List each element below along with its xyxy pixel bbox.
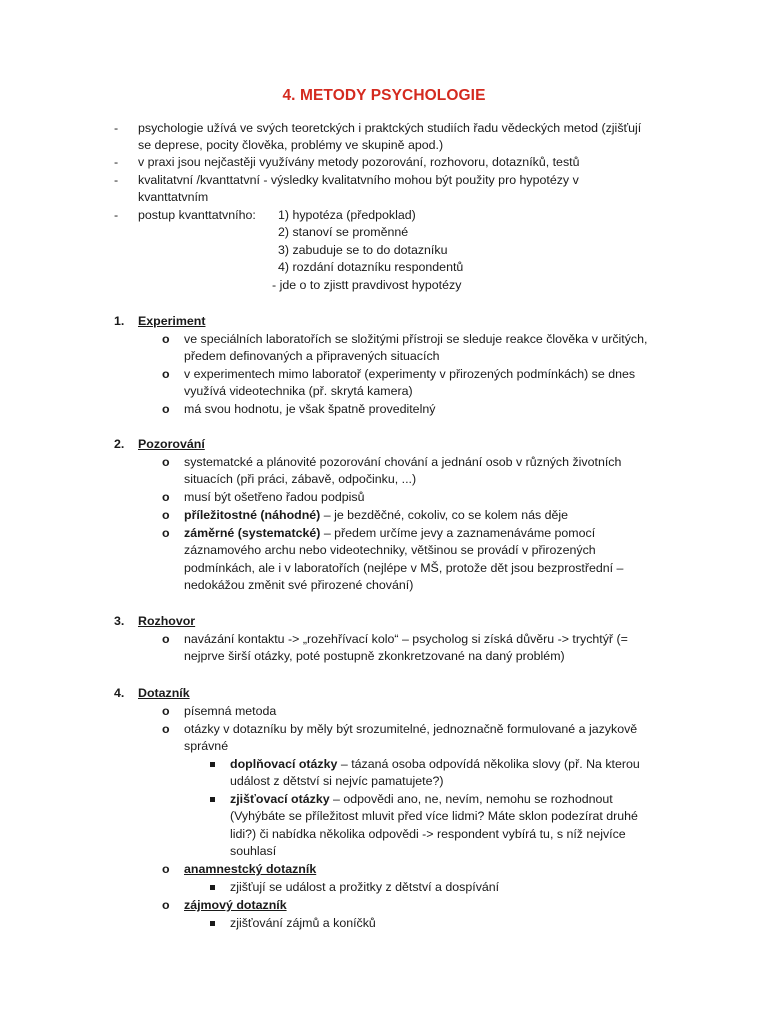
circle-bullet: o bbox=[162, 332, 170, 346]
dash-marker: - bbox=[114, 155, 119, 169]
list-item: písemná metoda bbox=[184, 704, 277, 718]
intro-line: se deprese, pocity člověka, problémy ve skupině apod.) bbox=[138, 138, 444, 152]
list-item bbox=[184, 506, 568, 524]
procedure-step: 2) stanoví se proměnné bbox=[278, 225, 409, 239]
dash-marker: - bbox=[114, 208, 119, 222]
circle-bullet: o bbox=[162, 862, 170, 876]
circle-bullet: o bbox=[162, 367, 170, 381]
list-item bbox=[184, 524, 595, 542]
list-item: navázání kontaktu -> „rozehřívací kolo“ – psycholog si získá důvěru -> trychtýř (= bbox=[184, 632, 628, 646]
subheading: anamnestcký dotazník bbox=[184, 862, 317, 876]
section-heading: Dotazník bbox=[138, 686, 190, 700]
list-item: musí být ošetřeno řadou podpisů bbox=[184, 490, 365, 504]
sub-list-item-continuation: událost z dětství si nejvíc pamatujete?) bbox=[230, 774, 444, 788]
circle-bullet: o bbox=[162, 490, 170, 504]
sub-list-item-continuation: souhlasí bbox=[230, 844, 277, 858]
section-number: 2. bbox=[114, 437, 125, 451]
square-bullet-icon bbox=[210, 921, 215, 926]
sub-list-item-continuation: lidi?) či nabídka několika odpovědi -> respondent vybírá tu, s níž nejvíce bbox=[230, 827, 626, 841]
circle-bullet: o bbox=[162, 402, 170, 416]
term-description: – tázaná osoba odpovídá několika slovy (př. Na kterou bbox=[337, 757, 640, 771]
intro-line: v praxi jsou nejčastěji využívány metody pozorování, rozhovoru, dotazníků, testů bbox=[138, 155, 580, 169]
list-item: systematcké a plánovité pozorování chování a jednání osob v různých životních bbox=[184, 455, 622, 469]
circle-bullet: o bbox=[162, 455, 170, 469]
procedure-step: - jde o to zjistt pravdivost hypotézy bbox=[272, 278, 462, 292]
term-description: – předem určíme jevy a zaznamenáváme pomocí bbox=[320, 526, 596, 540]
dash-marker: - bbox=[114, 121, 119, 135]
term-bold: záměrné (systematcké) bbox=[184, 526, 321, 540]
procedure-step: 3) zabuduje se to do dotazníku bbox=[278, 243, 448, 257]
sub-list-item: zjišťování zájmů a koníčků bbox=[230, 916, 376, 930]
list-item: má svou hodnotu, je však špatně proveditelný bbox=[184, 402, 436, 416]
list-item-continuation: situacích (při práci, zábavě, odpočinku, ...) bbox=[184, 472, 417, 486]
list-item-continuation: nedokážou změnit své přirozené chování) bbox=[184, 578, 414, 592]
term-bold: doplňovací otázky bbox=[230, 757, 338, 771]
square-bullet-icon bbox=[210, 797, 215, 802]
intro-line: kvalitatvní /kvanttatvní - výsledky kvalitatvního mohou být použity pro hypotézy v bbox=[138, 173, 579, 187]
procedure-step: 4) rozdání dotazníku respondentů bbox=[278, 260, 464, 274]
list-item-continuation: nejprve širší otázky, poté postupně zkonkretzované na daný problém) bbox=[184, 649, 565, 663]
list-item: otázky v dotazníku by měly být srozumitelné, jednoznačně formulované a jazykově bbox=[184, 722, 638, 736]
procedure-step: 1) hypotéza (předpoklad) bbox=[278, 208, 416, 222]
list-item-continuation: využívá videotechnika (př. skrytá kamera) bbox=[184, 384, 413, 398]
section-number: 4. bbox=[114, 686, 125, 700]
term-description: – je bezděčné, cokoliv, co se kolem nás děje bbox=[320, 508, 569, 522]
circle-bullet: o bbox=[162, 526, 170, 540]
subheading: zájmový dotazník bbox=[184, 898, 287, 912]
intro-line: kvanttatvním bbox=[138, 190, 209, 204]
section-heading: Experiment bbox=[138, 314, 206, 328]
intro-line: postup kvanttatvního: bbox=[138, 208, 256, 222]
list-item-continuation: záznamového archu nebo videotechniky, většinou se provádí v přirozených bbox=[184, 543, 596, 557]
sub-list-item bbox=[230, 755, 640, 773]
square-bullet-icon bbox=[210, 885, 215, 890]
sub-list-item: zjišťují se událost a prožitky z dětství a dospívání bbox=[230, 880, 500, 894]
list-item-continuation: správné bbox=[184, 739, 229, 753]
list-item: ve speciálních laboratořích se složitými přístroji se sleduje reakce člověka v určitých, bbox=[184, 332, 648, 346]
list-item-continuation: podmínkách, ale i v laboratořích (nejlépe v MŠ, protože dět jsou bezprostřední – bbox=[184, 561, 624, 575]
sub-list-item-continuation: (Vyhýbáte se příležitost mluvit před více lidmi? Máte sklon podezírat druhé bbox=[230, 809, 638, 823]
circle-bullet: o bbox=[162, 508, 170, 522]
section-number: 1. bbox=[114, 314, 125, 328]
term-description: – odpovědi ano, ne, nevím, nemohu se rozhodnout bbox=[329, 792, 613, 806]
section-heading: Rozhovor bbox=[138, 614, 196, 628]
page-title: 4. METODY PSYCHOLOGIE bbox=[282, 87, 486, 104]
dash-marker: - bbox=[114, 173, 119, 187]
list-item: v experimentech mimo laboratoř (experimenty v přirozených podmínkách) se dnes bbox=[184, 367, 636, 381]
square-bullet-icon bbox=[210, 762, 215, 767]
circle-bullet: o bbox=[162, 704, 170, 718]
circle-bullet: o bbox=[162, 898, 170, 912]
list-item-continuation: předem definovaných a připravených situacích bbox=[184, 349, 440, 363]
circle-bullet: o bbox=[162, 722, 170, 736]
term-bold: zjišťovací otázky bbox=[230, 792, 330, 806]
section-number: 3. bbox=[114, 614, 125, 628]
section-heading: Pozorování bbox=[138, 437, 205, 451]
term-bold: příležitostné (náhodné) bbox=[184, 508, 321, 522]
circle-bullet: o bbox=[162, 632, 170, 646]
intro-line: psychologie užívá ve svých teoretckých i praktckých studiích řadu vědeckých metod (zjišťují bbox=[138, 121, 642, 135]
sub-list-item bbox=[230, 790, 613, 808]
